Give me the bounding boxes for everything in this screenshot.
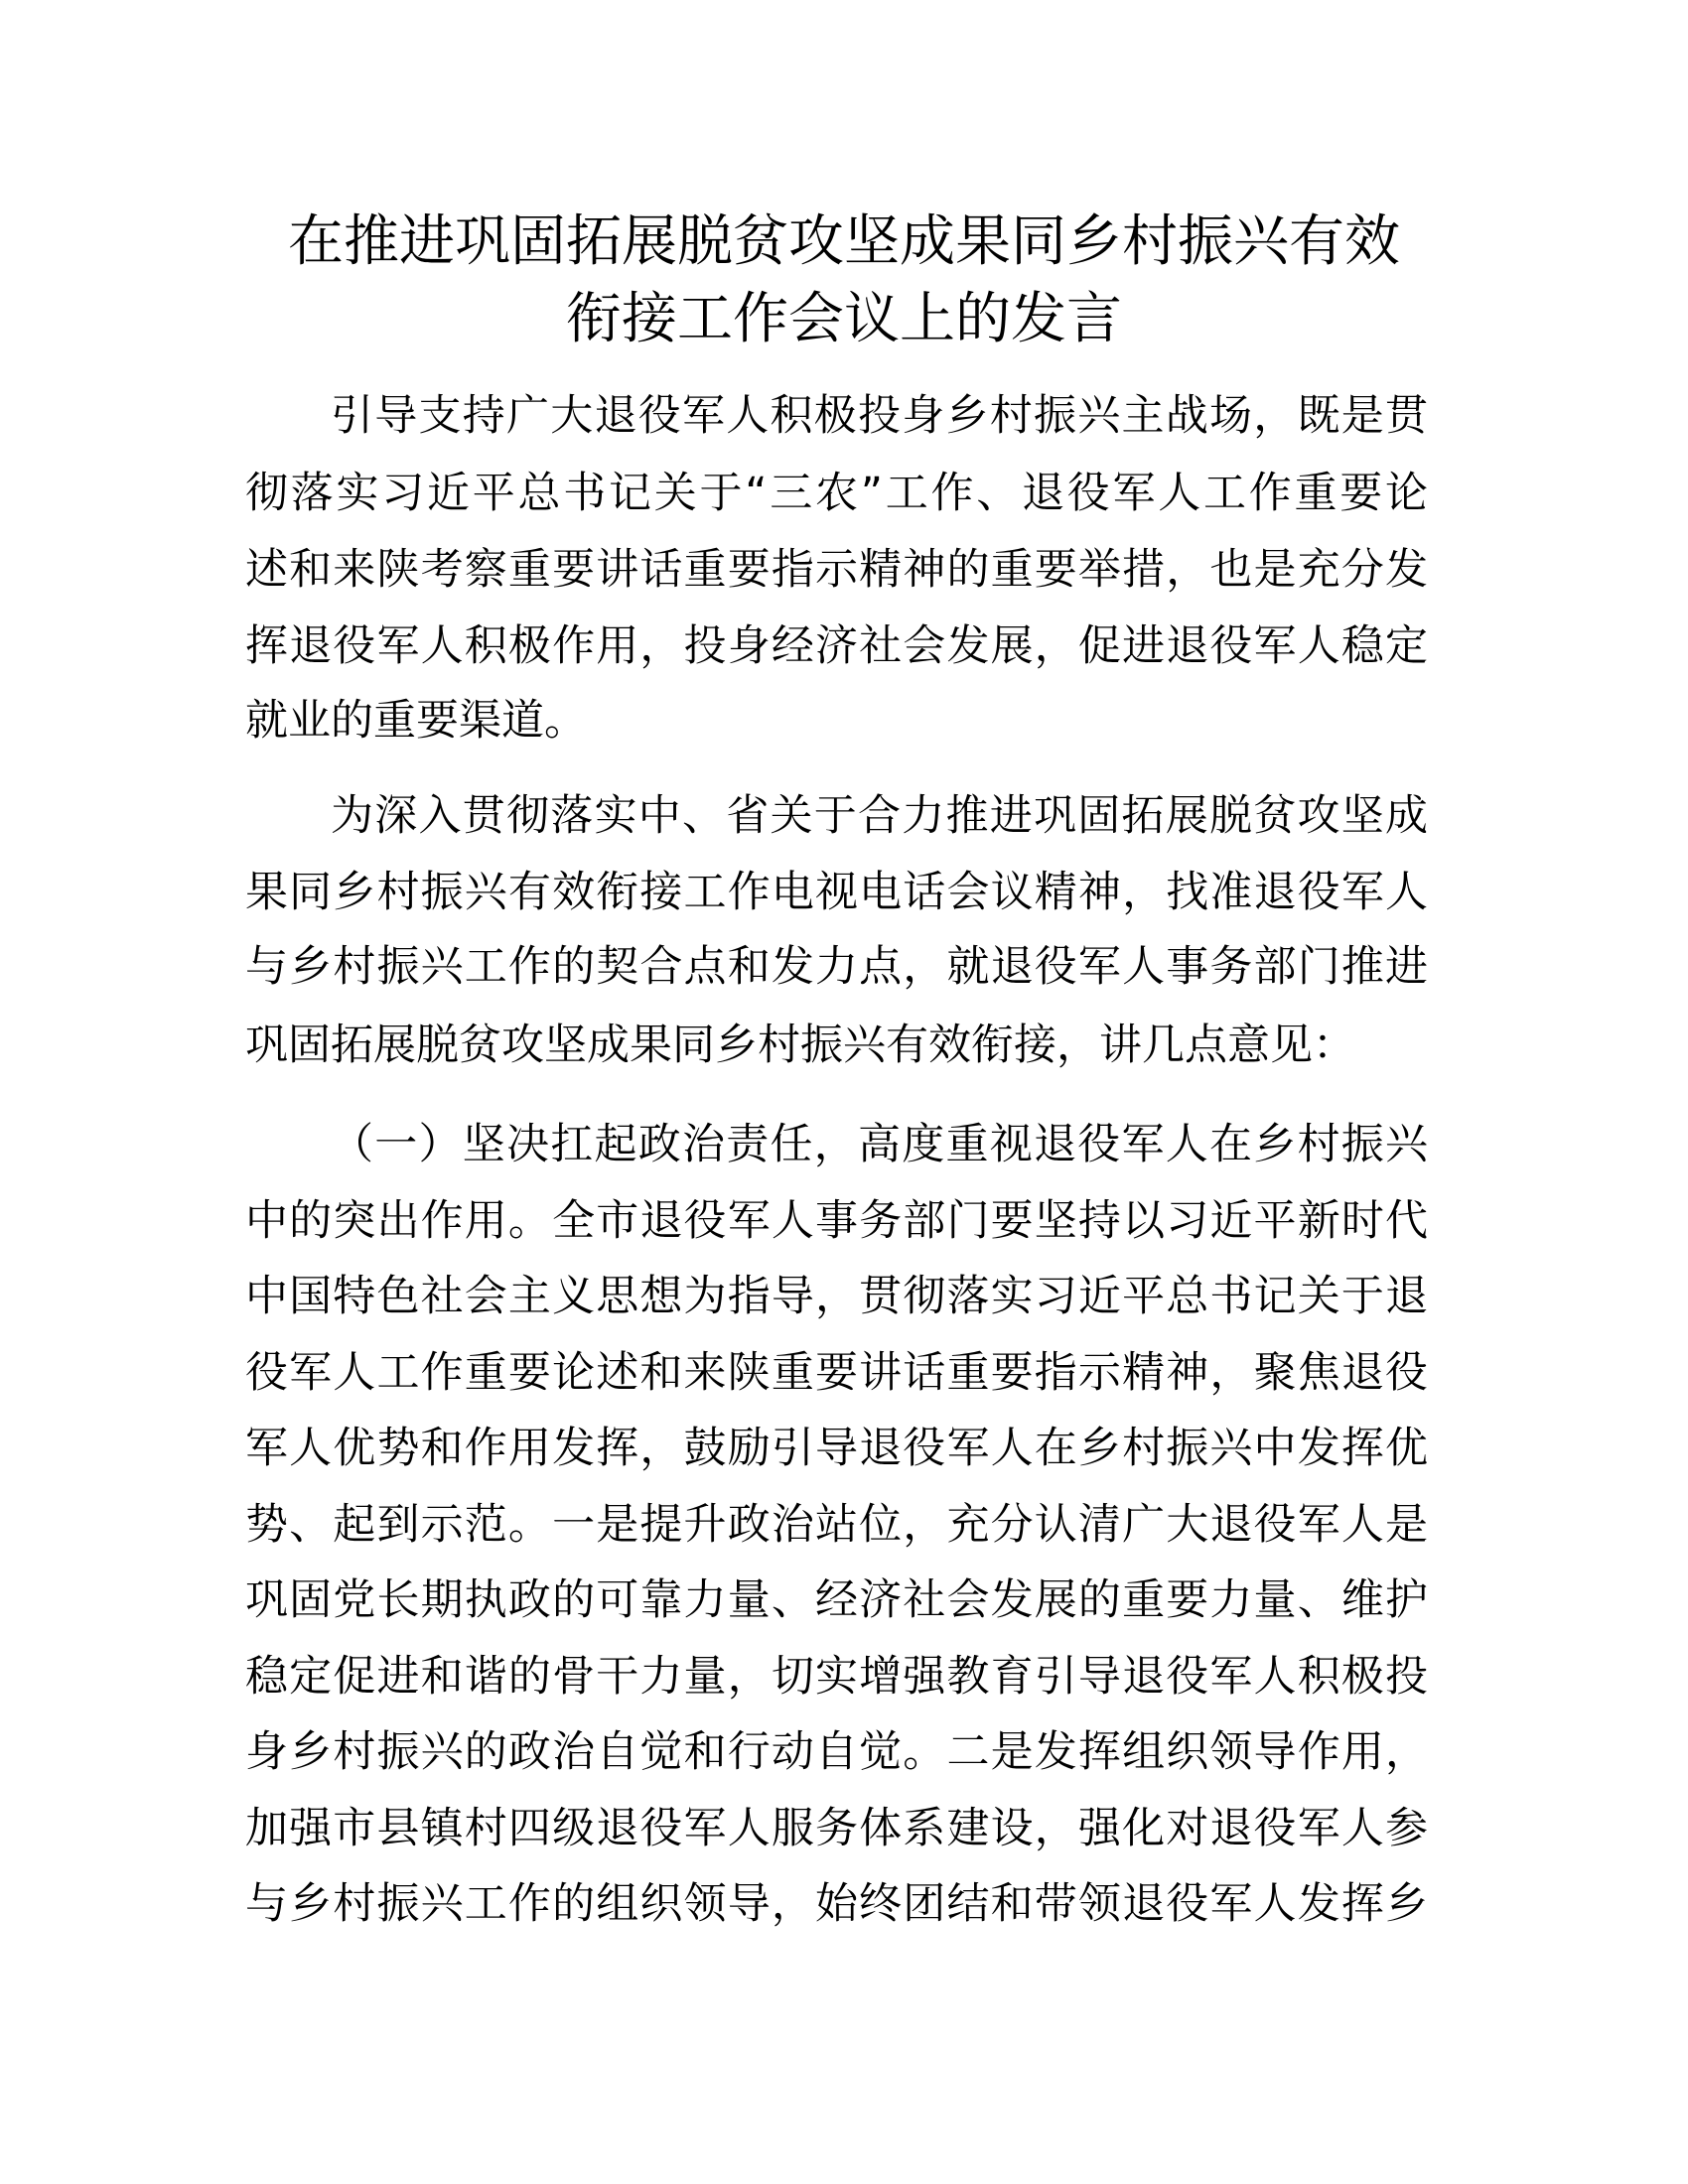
paragraph-line: 加强市县镇村四级退役军人服务体系建设，强化对退役军人参 [245,1804,1428,1853]
paragraph-line: 与乡村振兴工作的组织领导，始终团结和带领退役军人发挥乡 [245,1879,1428,1929]
paragraph-line: 与乡村振兴工作的契合点和发力点，就退役军人事务部门推进 [245,942,1428,992]
paragraph-line: 巩固党长期执政的可靠力量、经济社会发展的重要力量、维护 [245,1575,1428,1625]
paragraph-line: 为深入贯彻落实中、省关于合力推进巩固拓展脱贫攻坚成 [331,791,1428,841]
paragraph-line: 果同乡村振兴有效衔接工作电视电话会议精神，找准退役军人 [245,868,1428,917]
paragraph-line: 就业的重要渠道。 [245,696,587,746]
paragraph-line: 彻落实习近平总书记关于“三农”工作、退役军人工作重要论 [245,469,1428,518]
paragraph-line: 中的突出作用。全市退役军人事务部门要坚持以习近平新时代 [245,1196,1428,1246]
paragraph-line: 势、起到示范。一是提升政治站位，充分认清广大退役军人是 [245,1500,1428,1550]
paragraph-line: （一）坚决扛起政治责任，高度重视退役军人在乡村振兴 [331,1120,1428,1169]
paragraph-line: 引导支持广大退役军人积极投身乡村振兴主战场，既是贯 [331,391,1428,441]
paragraph-line: 身乡村振兴的政治自觉和行动自觉。二是发挥组织领导作用， [245,1727,1428,1777]
paragraph-line: 述和来陕考察重要讲话重要指示精神的重要举措，也是充分发 [245,545,1428,595]
paragraph-line: 挥退役军人积极作用，投身经济社会发展，促进退役军人稳定 [245,621,1428,671]
document-title-line-1: 在推进巩固拓展脱贫攻坚成果同乡村振兴有效 [288,209,1400,274]
paragraph-line: 稳定促进和谐的骨干力量，切实增强教育引导退役军人积极投 [245,1652,1428,1702]
paragraph-line: 中国特色社会主义思想为指导，贯彻落实习近平总书记关于退 [245,1272,1428,1321]
document-title-line-2: 衔接工作会议上的发言 [566,287,1122,351]
paragraph-line: 巩固拓展脱贫攻坚成果同乡村振兴有效衔接，讲几点意见： [245,1021,1355,1070]
paragraph-line: 军人优势和作用发挥，鼓励引导退役军人在乡村振兴中发挥优 [245,1424,1428,1473]
paragraph-line: 役军人工作重要论述和来陕重要讲话重要指示精神，聚焦退役 [245,1348,1428,1398]
